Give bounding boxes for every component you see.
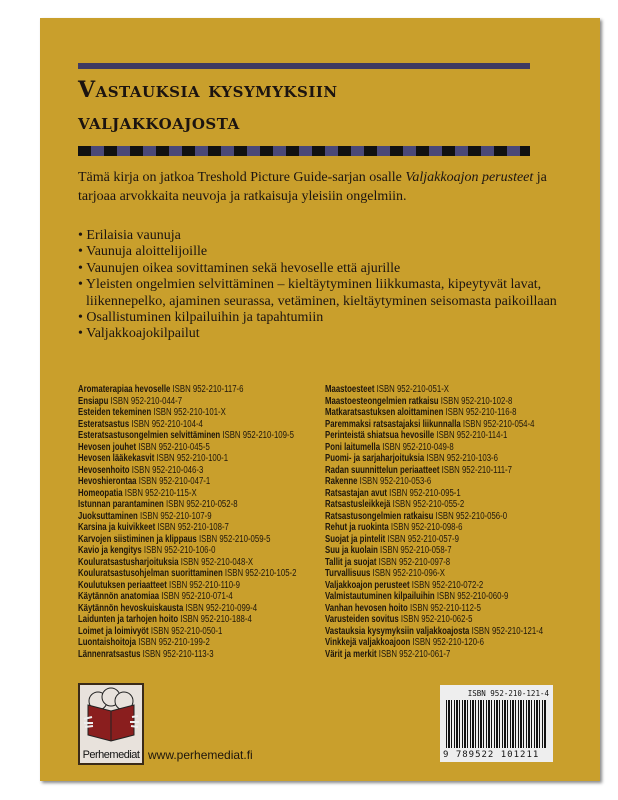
book-isbn: ISBN 952-210-051-X [376, 384, 450, 395]
book-list-item [325, 591, 543, 603]
intro-text [78, 168, 573, 206]
title-line-2: valjakkoajosta [78, 109, 240, 135]
book-list-item [78, 419, 296, 431]
book-title: Maastoesteet [325, 384, 375, 395]
book-list-item [78, 614, 296, 626]
book-list-item [325, 488, 543, 500]
book-title: Ratsastajan avut [325, 487, 387, 499]
book-title: Aromaterapiaa hevoselle [78, 384, 171, 395]
book-list-item [78, 396, 296, 408]
book-title: Rehut ja ruokinta [325, 522, 389, 533]
logo-text: Perhemediat [82, 749, 140, 761]
book-title: Käytännön anatomiaa [78, 591, 160, 602]
book-isbn: ISBN 952-210-102-8 [440, 395, 513, 407]
feature-item: • Vaunuja aloittelijoille [78, 244, 208, 260]
book-title: Karvojen siistiminen ja klippaus [78, 533, 197, 545]
book-isbn: ISBN 952-210-095-1 [389, 487, 461, 499]
book-isbn: ISBN 952-210-106-0 [143, 545, 216, 556]
book-isbn: ISBN 952-210-049-8 [382, 441, 454, 453]
book-title: Matkaratsastuksen aloittaminen [325, 407, 444, 418]
book-isbn: ISBN 952-210-111-7 [441, 464, 512, 476]
book-isbn: ISBN 952-210-101-X [153, 407, 226, 418]
book-title: Valjakkoajon perusteet [325, 579, 410, 591]
book-list-item [78, 476, 296, 488]
book-list-item [325, 511, 543, 523]
book-title: Maastoesteongelmien ratkaisu [325, 395, 439, 407]
book-title: Loimet ja loimivyöt [78, 625, 149, 637]
feature-item: • Yleisten ongelmien selvittäminen – kieltäytyminen liikkumasta, kipeytyvät lavat, liikennepelko, ajaminen seurassa, vetäminen, kieltäytyminen seisomasta paikoillaan [78, 277, 557, 309]
book-title: Kouluratsastusharjoituksia [78, 556, 179, 568]
barcode-ean: 9 789522 101211 [443, 750, 540, 760]
book-list-item [78, 591, 296, 603]
book-isbn: ISBN 952-210-056-0 [435, 510, 508, 522]
book-title: Varusteiden sovitus [325, 614, 399, 625]
book-isbn: ISBN 952-210-045-5 [138, 441, 210, 453]
book-title: Hevosen lääkekasvit [78, 453, 155, 464]
book-title: Hevosen jouhet [78, 441, 137, 453]
book-isbn: ISBN 952-210-109-5 [222, 430, 294, 441]
book-title: Koulutuksen periaatteet [78, 579, 167, 591]
book-isbn: ISBN 952-210-096-X [372, 568, 445, 579]
book-title: Ratsastusleikkejä [325, 499, 391, 510]
book-title: Esteratsastus [78, 418, 130, 430]
book-isbn: ISBN 952-210-046-3 [131, 464, 204, 476]
isbn-barcode [440, 685, 553, 762]
book-title: Hevosenhoito [78, 464, 130, 476]
book-isbn: ISBN 952-210-044-7 [110, 395, 183, 407]
book-title: Perinteistä shiatsua hevosille [325, 430, 435, 441]
book-isbn: ISBN 952-210-060-9 [436, 591, 509, 602]
book-list-item [325, 396, 543, 408]
book-list-item [78, 637, 296, 649]
book-isbn: ISBN 952-210-112-5 [409, 602, 481, 614]
book-list-item [325, 626, 543, 638]
book-list-item [78, 384, 296, 396]
book-title: Kavio ja kengitys [78, 545, 142, 556]
book-title: Vastauksia kysymyksiin valjakkoajosta [325, 625, 470, 637]
book-list-item [325, 407, 543, 419]
book-list-item [78, 442, 296, 454]
book-list-item [78, 626, 296, 638]
book-isbn: ISBN 952-210-054-4 [462, 418, 535, 430]
book-isbn: ISBN 952-210-104-4 [131, 418, 203, 430]
feature-item: • Vaunujen oikea sovittaminen sekä hevoselle että ajurille [78, 260, 401, 276]
book-list-item [325, 557, 543, 569]
reading-book-icon [80, 685, 142, 745]
book-list-right [325, 384, 543, 660]
book-title: Istunnan parantaminen [78, 499, 164, 510]
book-isbn: ISBN 952-210-098-6 [390, 522, 463, 533]
book-list-item [78, 557, 296, 569]
book-title: Ratsastusongelmien ratkaisu [325, 510, 434, 522]
book-isbn: ISBN 952-210-055-2 [392, 499, 465, 510]
book-isbn: ISBN 952-210-061-7 [378, 648, 451, 660]
book-list-item [78, 522, 296, 534]
book-list-item [325, 419, 543, 431]
book-title: Luontaishoitoja [78, 637, 137, 648]
book-list-item [78, 453, 296, 465]
book-list-item [325, 580, 543, 592]
book-list-item [325, 384, 543, 396]
book-list-item [78, 488, 296, 500]
book-title: Tallit ja suojat [325, 556, 377, 568]
book-title: Vanhan hevosen hoito [325, 602, 408, 614]
book-title: Värit ja merkit [325, 648, 377, 660]
book-title: Poni laitumella [325, 441, 381, 453]
book-title [78, 74, 338, 138]
book-isbn: ISBN 952-210-105-2 [224, 568, 297, 579]
top-rule [78, 63, 530, 69]
book-title: Juoksuttaminen [78, 510, 138, 522]
book-isbn: ISBN 952-210-115-X [124, 487, 197, 499]
book-list-item [78, 430, 296, 442]
book-title: Lännenratsastus [78, 648, 141, 660]
book-list-item [78, 407, 296, 419]
book-list-item [325, 499, 543, 511]
intro-series-title: Valjakkoajon perusteet [405, 170, 534, 185]
book-title: Puomi- ja sarjaharjoituksia [325, 453, 425, 464]
book-isbn: ISBN 952-210-121-4 [471, 625, 544, 637]
book-isbn: ISBN 952-210-120-6 [412, 637, 484, 648]
book-list-item [325, 568, 543, 580]
book-isbn: ISBN 952-210-047-1 [138, 476, 211, 487]
book-list-item [78, 511, 296, 523]
book-list-item [325, 649, 543, 661]
book-isbn: ISBN 952-210-199-2 [138, 637, 210, 648]
book-title: Homeopatia [78, 487, 123, 499]
book-isbn: ISBN 952-210-058-7 [380, 545, 452, 556]
feature-item: • Osallistuminen kilpailuihin ja tapahtumiin [78, 310, 324, 326]
book-list-item [325, 465, 543, 477]
book-list-item [325, 476, 543, 488]
book-isbn: ISBN 952-210-097-8 [378, 556, 451, 568]
book-list-item [78, 499, 296, 511]
book-list-left [78, 384, 296, 660]
book-title: Suu ja kuolain [325, 545, 378, 556]
book-isbn: ISBN 952-210-099-4 [185, 602, 258, 614]
book-title: Ensiapu [78, 395, 109, 407]
book-back-cover [40, 18, 600, 781]
barcode-isbn: ISBN 952-210-121-4 [467, 689, 549, 698]
book-list-item [78, 649, 296, 661]
book-title: Karsina ja kuivikkeet [78, 522, 156, 533]
book-list-item [78, 534, 296, 546]
book-isbn: ISBN 952-210-110-9 [169, 579, 240, 591]
book-title: Paremmaksi ratsastajaksi liikunnalla [325, 418, 461, 430]
title-line-1: Vastauksia kysymyksiin [78, 77, 338, 103]
book-list-item [325, 637, 543, 649]
book-list-item [325, 534, 543, 546]
book-title: Kouluratsastusohjelman suorittaminen [78, 568, 223, 579]
book-isbn: ISBN 952-210-113-3 [142, 648, 214, 660]
feature-item: • Valjakkoajokilpailut [78, 326, 200, 342]
book-title: Laidunten ja tarhojen hoito [78, 614, 179, 625]
book-isbn: ISBN 952-210-057-9 [387, 533, 459, 545]
book-title: Esteratsastusongelmien selvittäminen [78, 430, 221, 441]
book-isbn: ISBN 952-210-188-4 [180, 614, 252, 625]
book-list-item [325, 614, 543, 626]
book-title: Hevoshierontaa [78, 476, 137, 487]
book-title: Rakenne [325, 476, 358, 487]
barcode-bars [446, 700, 547, 748]
book-list-item [325, 545, 543, 557]
intro-part: Tämä kirja on jatkoa Treshold Picture Guide-sarjan osalle [78, 170, 406, 185]
book-list-item [325, 603, 543, 615]
book-list-item [78, 580, 296, 592]
publisher-url: www.perhemediat.fi [148, 748, 253, 762]
book-isbn: ISBN 952-210-053-6 [359, 476, 432, 487]
book-title: Suojat ja pintelit [325, 533, 386, 545]
publisher-logo [78, 683, 144, 765]
book-isbn: ISBN 952-210-107-9 [139, 510, 212, 522]
book-isbn: ISBN 952-210-116-8 [445, 407, 517, 418]
book-isbn: ISBN 952-210-108-7 [157, 522, 229, 533]
book-list-item [78, 465, 296, 477]
book-isbn: ISBN 952-210-114-1 [436, 430, 508, 441]
book-isbn: ISBN 952-210-103-6 [426, 453, 498, 464]
book-list-item [325, 522, 543, 534]
book-list-item [325, 430, 543, 442]
book-isbn: ISBN 952-210-117-6 [172, 384, 244, 395]
book-title: Käytännön hevoskuiskausta [78, 602, 184, 614]
book-title: Radan suunnittelun periaatteet [325, 464, 440, 476]
book-list-item [325, 453, 543, 465]
book-isbn: ISBN 952-210-052-8 [165, 499, 238, 510]
book-list-item [78, 545, 296, 557]
book-isbn: ISBN 952-210-048-X [180, 556, 254, 568]
book-isbn: ISBN 952-210-071-4 [161, 591, 233, 602]
book-title: Esteiden tekeminen [78, 407, 152, 418]
book-title: Valmistautuminen kilpailuihin [325, 591, 435, 602]
book-isbn: ISBN 952-210-059-5 [198, 533, 271, 545]
book-title: Turvallisuus [325, 568, 371, 579]
feature-item: • Erilaisia vaunuja [78, 228, 181, 243]
book-isbn: ISBN 952-210-050-1 [150, 625, 223, 637]
book-list-item [78, 603, 296, 615]
feature-list [78, 228, 568, 343]
book-isbn: ISBN 952-210-062-5 [400, 614, 473, 625]
book-isbn: ISBN 952-210-100-1 [156, 453, 229, 464]
book-list-item [325, 442, 543, 454]
checkered-rule [78, 146, 530, 156]
book-list-item [78, 568, 296, 580]
book-title: Vinkkejä valjakkoajoon [325, 637, 411, 648]
intro-part: ja tarjoaa arvokkaita neuvoja ja ratkaisuja yleisiin ongelmiin. [78, 170, 547, 204]
book-isbn: ISBN 952-210-072-2 [411, 579, 484, 591]
